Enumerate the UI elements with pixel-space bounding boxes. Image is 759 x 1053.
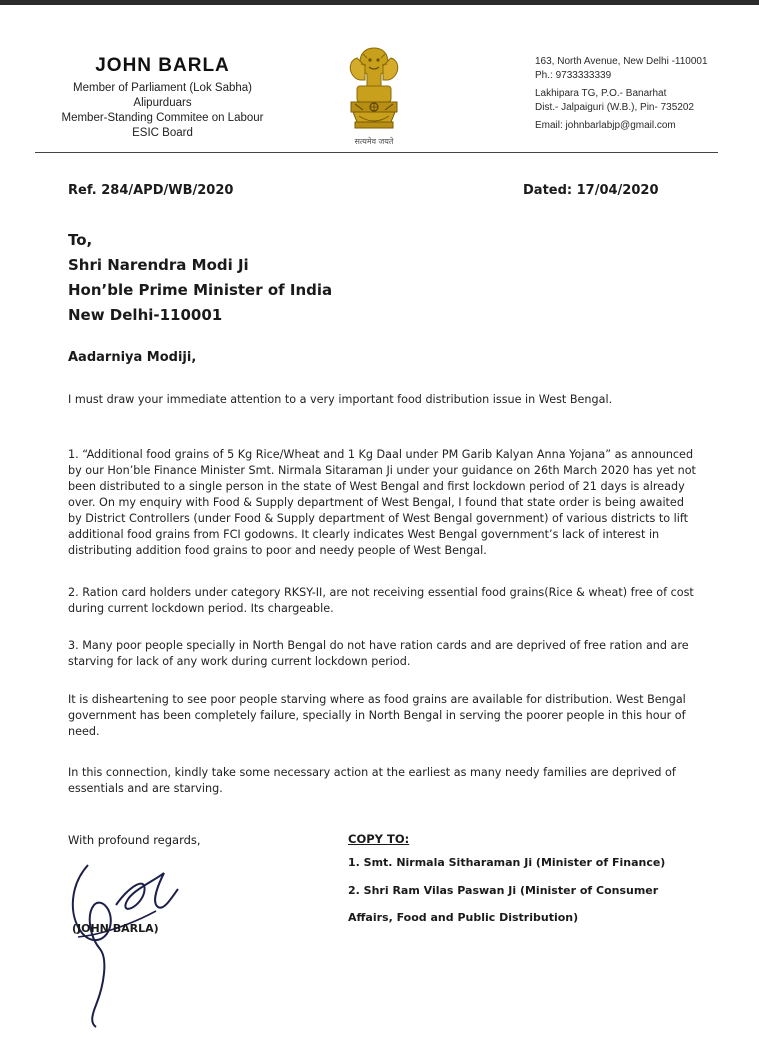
addressee-line: New Delhi-110001 [68,306,223,324]
email-line: Email: johnbarlabjp@gmail.com [535,120,676,131]
addressee-line: To, [68,231,93,249]
mp-committee: Member-Standing Commitee on Labour [61,112,264,124]
paragraph: I must draw your immediate attention to a very important food distribution issue in West Bengal. [68,393,613,406]
letterhead-left [30,55,295,141]
address-line: Lakhipara TG, P.O.- Banarhat [535,88,667,99]
copy-to-title: COPY TO: [348,832,410,846]
addressee-line: Hon’ble Prime Minister of India [68,281,333,299]
paragraph: 1. “Additional food grains of 5 Kg Rice/Wheat and 1 Kg Daal under PM Garib Kalyan Anna Yojana” as announced by our Hon’ble Finance Minister Smt. Nirmala Sitaraman Ji under your guidance on 26th March 2020 has yet not been distributed to a single person in the state of West Bengal and first lockdown period of 21 days is already over. On my enquiry with Food & Supply department of West Bengal, I found that state order is being awaited by District Controllers (under Food & Supply department of West Bengal government) of various districts to lift additional food grains from FCI godowns. It clearly indicates West Bengal government’s lack of interest in distributing addition food grains to poor and needy people of West Bengal. [68,448,696,557]
letterhead-divider [35,152,718,153]
paragraph: 2. Ration card holders under category RKSY-II, are not receiving essential food grains(Rice & wheat) free of cost during current lockdown period. Its chargeable. [68,586,694,615]
mp-board: ESIC Board [132,127,193,139]
mp-designation: Member of Parliament (Lok Sabha) [73,82,252,94]
emblem-motto: सत्यमेव जयते [354,137,394,146]
salutation: Aadarniya Modiji, [68,350,197,365]
phone-line: Ph.: 9733333339 [535,70,612,81]
letterhead-address [535,55,745,133]
reference-number: Ref. 284/APD/WB/2020 [68,183,234,198]
closing-regards: With profound regards, [68,833,201,847]
copy-to-item: 1. Smt. Nirmala Sitharaman Ji (Minister of Finance) [348,856,666,869]
mp-name: JOHN BARLA [95,55,230,76]
paragraph: In this connection, kindly take some necessary action at the earliest as many needy families are deprived of essentials and are starving. [68,766,676,795]
addressee-line: Shri Narendra Modi Ji [68,256,249,274]
paragraph: It is disheartening to see poor people starving where as food grains are available for distribution. West Bengal government has been completely failure, specially in North Bengal in serving the poorer people in this hour of need. [68,693,686,738]
signatory-name: (JOHN BARLA) [72,922,159,935]
mp-constituency: Alipurduars [133,97,192,109]
addressee-block [68,228,332,328]
top-border [0,0,759,5]
copy-to-item: 2. Shri Ram Vilas Paswan Ji (Minister of Consumer Affairs, Food and Public Distribution) [348,884,659,924]
national-emblem-icon [343,40,405,150]
paragraph: 3. Many poor people specially in North Bengal do not have ration cards and are deprived of free ration and are starving for lack of any work during current lockdown period. [68,639,689,668]
address-line: 163, North Avenue, New Delhi -110001 [535,56,708,67]
letter-date: Dated: 17/04/2020 [523,183,659,198]
address-line: Dist.- Jalpaiguri (W.B.), Pin- 735202 [535,102,694,113]
signature-icon [60,845,190,1030]
